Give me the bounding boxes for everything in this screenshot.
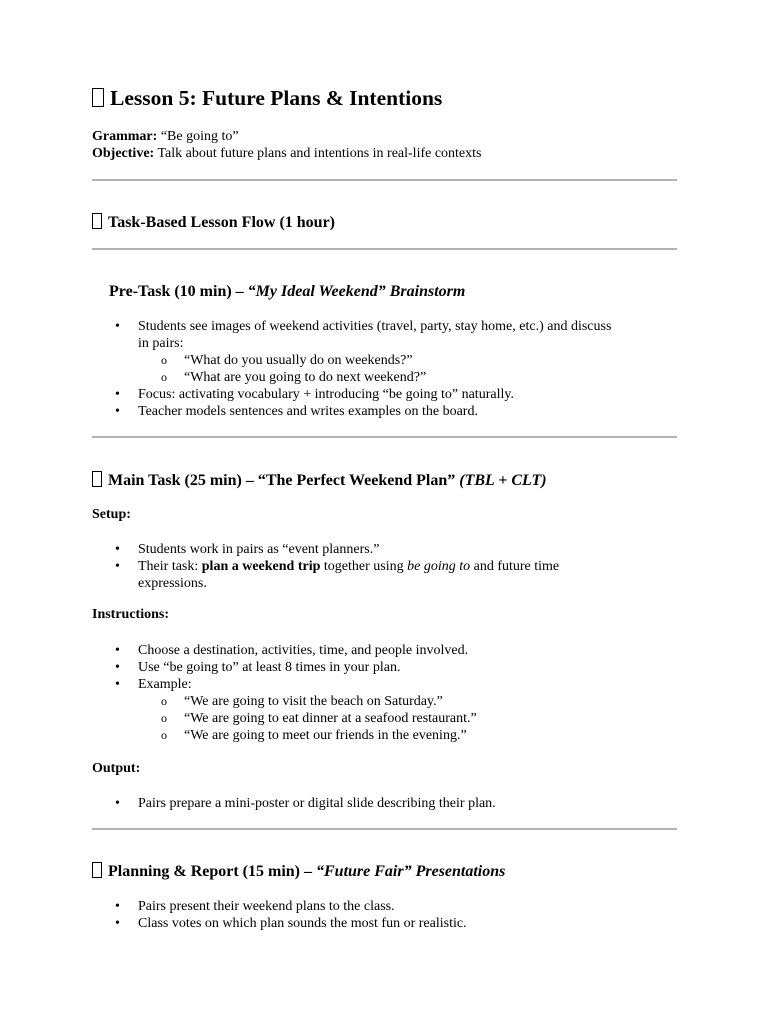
bullet-icon: •: [115, 643, 120, 658]
sub-bullet-icon: o: [161, 370, 167, 384]
list-item: [92, 541, 677, 558]
sub-bullet-icon: o: [161, 711, 167, 725]
objective-label: Objective:: [92, 146, 155, 161]
list-item-continuation: [92, 335, 677, 352]
pretask-list: [92, 318, 677, 420]
divider: [92, 179, 677, 181]
bullet-icon: •: [115, 916, 120, 931]
divider: [92, 828, 677, 830]
bullet-icon: •: [115, 899, 120, 914]
list-item: [92, 642, 677, 659]
list-item-continuation: [92, 575, 677, 592]
list-item: [92, 795, 677, 812]
list-item: [92, 898, 677, 915]
list-item: [92, 676, 677, 693]
list-item-text: Students see images of weekend activities (travel, party, stay home, etc.) and discuss: [138, 319, 612, 334]
instructions-label: Instructions:: [92, 607, 170, 622]
report-list: [92, 898, 677, 932]
lesson-title-text: Lesson 5: Future Plans & Intentions: [110, 86, 443, 110]
sub-bullet-icon: o: [161, 728, 167, 742]
list-item-text: “We are going to meet our friends in the evening.”: [184, 728, 467, 743]
list-item-text: “We are going to eat dinner at a seafood restaurant.”: [184, 711, 477, 726]
grammar-label: Grammar:: [92, 129, 158, 144]
list-item-text: expressions.: [138, 576, 207, 591]
lesson-title: [92, 86, 442, 111]
list-item-text: Use “be going to” at least 8 times in your plan.: [138, 660, 401, 675]
bullet-icon: •: [115, 660, 120, 675]
bullet-icon: •: [115, 559, 120, 574]
bullet-icon: •: [115, 796, 120, 811]
list-item-text: Class votes on which plan sounds the most fun or realistic.: [138, 916, 467, 931]
missing-emoji-icon: [92, 471, 102, 487]
pretask-heading: [109, 283, 465, 301]
list-item-text: Focus: activating vocabulary + introducing “be going to” naturally.: [138, 387, 514, 402]
sub-list-item: [92, 369, 677, 386]
output-list: [92, 795, 677, 812]
maintask-heading: [92, 471, 547, 490]
list-item-italic: be going to: [407, 559, 471, 574]
report-heading: [92, 862, 505, 881]
sub-list-item: [92, 727, 677, 744]
maintask-heading-italic: (TBL + CLT): [459, 472, 547, 489]
list-item-text: in pairs:: [138, 336, 184, 351]
list-item-text: Pairs prepare a mini-poster or digital slide describing their plan.: [138, 796, 496, 811]
list-item-text: together using: [320, 559, 408, 574]
pretask-heading-italic: “My Ideal Weekend” Brainstorm: [247, 283, 466, 300]
list-item-text: Pairs present their weekend plans to the class.: [138, 899, 395, 914]
list-item-text: Students work in pairs as “event planners.”: [138, 542, 380, 557]
lesson-flow-heading: [92, 213, 335, 232]
list-item: [92, 318, 677, 335]
missing-emoji-icon: [92, 862, 102, 878]
list-item-bold: plan a weekend trip: [201, 559, 321, 574]
list-item-text: Choose a destination, activities, time, and people involved.: [138, 643, 469, 658]
missing-emoji-icon: [92, 88, 104, 107]
list-item-text: Teacher models sentences and writes examples on the board.: [138, 404, 478, 419]
list-item: [92, 659, 677, 676]
list-item-text: and future time: [470, 559, 560, 574]
list-item-text: Their task:: [138, 559, 202, 574]
grammar-value: “Be going to”: [157, 129, 239, 144]
sub-bullet-icon: o: [161, 353, 167, 367]
bullet-icon: •: [115, 404, 120, 419]
list-item-text: “What do you usually do on weekends?”: [184, 353, 413, 368]
grammar-line: [92, 128, 239, 145]
pretask-heading-plain: Pre-Task (10 min) –: [109, 283, 248, 300]
list-item-text: Example:: [138, 677, 192, 692]
list-item-text: “What are you going to do next weekend?”: [184, 370, 427, 385]
output-label: Output:: [92, 761, 141, 776]
sub-list-item: [92, 352, 677, 369]
setup-list: [92, 541, 677, 592]
missing-emoji-icon: [92, 213, 102, 229]
report-heading-plain: Planning & Report (15 min) –: [108, 863, 316, 880]
report-heading-italic: “Future Fair” Presentations: [316, 863, 506, 880]
lesson-flow-heading-text: Task-Based Lesson Flow (1 hour): [108, 214, 336, 231]
divider: [92, 436, 677, 438]
divider: [92, 248, 677, 250]
list-item: [92, 558, 677, 575]
instructions-list: [92, 642, 677, 744]
objective-line: [92, 145, 482, 162]
objective-value: Talk about future plans and intentions in real-life contexts: [154, 146, 482, 161]
list-item: [92, 915, 677, 932]
bullet-icon: •: [115, 677, 120, 692]
bullet-icon: •: [115, 387, 120, 402]
maintask-heading-plain: Main Task (25 min) – “The Perfect Weekend Plan”: [108, 472, 460, 489]
sub-bullet-icon: o: [161, 694, 167, 708]
list-item: [92, 403, 677, 420]
bullet-icon: •: [115, 542, 120, 557]
sub-list-item: [92, 693, 677, 710]
list-item-text: “We are going to visit the beach on Saturday.”: [184, 694, 443, 709]
setup-label: Setup:: [92, 507, 131, 522]
bullet-icon: •: [115, 319, 120, 334]
list-item: [92, 386, 677, 403]
sub-list-item: [92, 710, 677, 727]
